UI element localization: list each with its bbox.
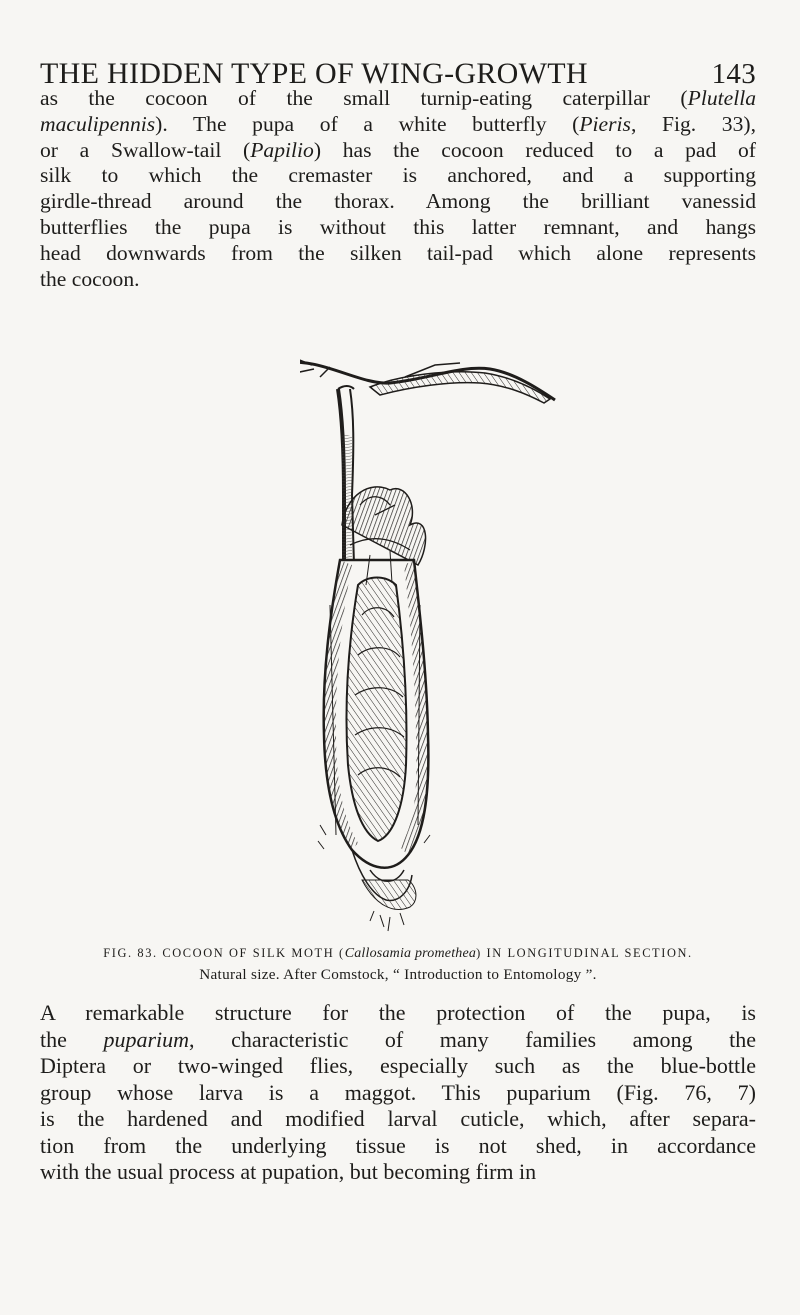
page-number: 143 — [711, 58, 756, 90]
genus-name: Pieris — [579, 111, 631, 136]
term-puparium: puparium — [103, 1026, 190, 1052]
text-line: with the usual process at pupation, but becoming firm in — [40, 1159, 537, 1184]
text-line: butterflies the pupa is without this latter remnant, and hangs — [40, 214, 756, 239]
species-name: Plutella — [687, 86, 756, 110]
cocoon-illustration — [300, 355, 570, 945]
text-line: or a Swallow-tail (Papilio) has the cocoon reduced to a pad of — [40, 137, 757, 162]
figure-caption — [40, 946, 756, 984]
text-line: girdle-thread around the thorax. Among the brilliant vanessid — [40, 189, 756, 214]
paragraph-2 — [40, 1000, 756, 1186]
species-name: maculipennis — [40, 111, 156, 136]
paragraph-1 — [40, 86, 756, 292]
text-line: as the cocoon of the small turnip-eating caterpillar (Plutella — [40, 86, 756, 110]
text-line: A remarkable structure for the protection of the pupa, is — [40, 1000, 756, 1025]
text-line: head downwards from the silken tail-pad which alone represents — [40, 240, 756, 265]
caption-line-2: Natural size. After Comstock, “ Introduction to Entomology ”. — [199, 966, 597, 983]
text-line: maculipennis). The pupa of a white butterfly (Pieris, Fig. 33), — [40, 111, 756, 136]
text-line: the puparium, characteristic of many families among the — [40, 1026, 756, 1052]
text-line: Diptera or two-winged flies, especially such as the blue-bottle — [40, 1053, 756, 1078]
caption-species: Callosamia promethea — [344, 946, 477, 961]
text-line: group whose larva is a maggot. This puparium (Fig. 76, 7) — [40, 1079, 756, 1105]
text-line: the cocoon. — [40, 266, 140, 291]
caption-line-1: FIG. 83. COCOON OF SILK MOTH (Callosamia promethea) IN LONGITUDINAL SECTION. — [103, 946, 693, 961]
running-title: THE HIDDEN TYPE OF WING-GROWTH — [40, 57, 588, 90]
text-line: tion from the underlying tissue is not shed, in accordance — [40, 1132, 756, 1158]
genus-name: Papilio — [250, 137, 314, 162]
cocoon-drawing-icon — [300, 355, 570, 945]
text-line: is the hardened and modified larval cuticle, which, after separa- — [40, 1106, 756, 1131]
figure-label: FIG. 83. — [103, 946, 158, 960]
text-line: silk to which the cremaster is anchored, and a supporting — [40, 163, 756, 188]
